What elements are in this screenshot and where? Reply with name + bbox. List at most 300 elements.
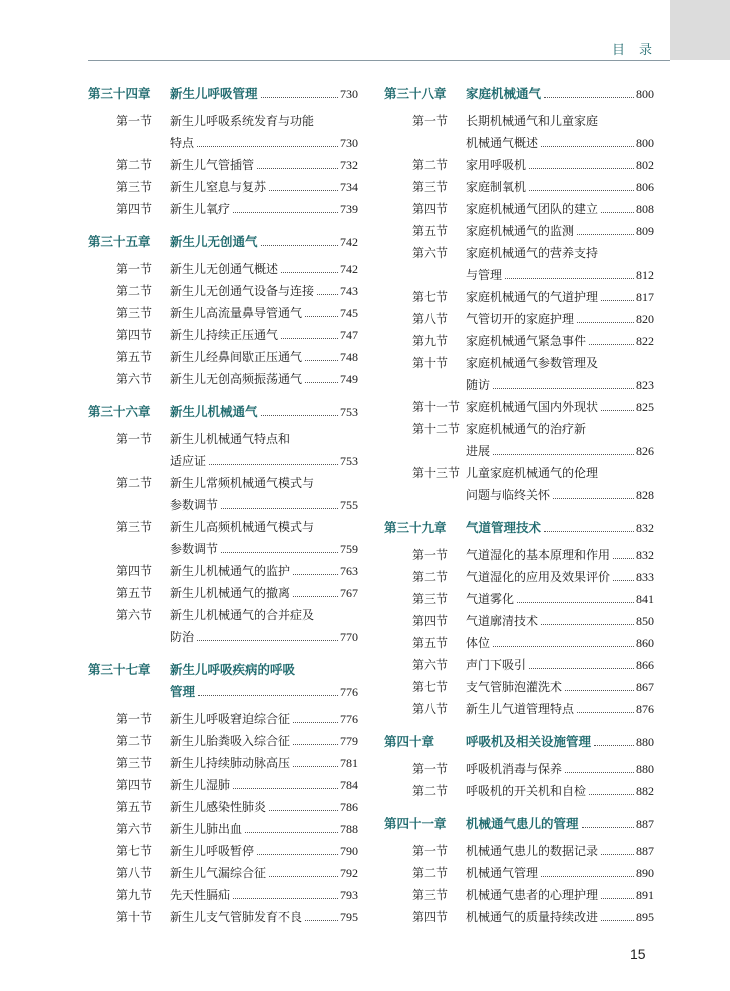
toc-section-entry	[384, 200, 654, 222]
section-number: 第十一节	[412, 400, 461, 414]
dot-leader	[257, 854, 338, 855]
toc-section-entry	[384, 332, 654, 354]
dot-leader	[529, 190, 634, 191]
section-title: 儿童家庭机械通气的伦理	[466, 466, 599, 480]
toc-section-line	[88, 798, 358, 820]
section-title: 与管理	[466, 268, 503, 282]
dot-leader	[577, 322, 634, 323]
section-number: 第十节	[412, 356, 449, 370]
toc-section-entry	[384, 156, 654, 178]
dot-leader	[601, 854, 634, 855]
section-title: 气道湿化的基本原理和作用	[466, 548, 611, 562]
dot-leader	[293, 596, 338, 597]
section-number: 第八节	[412, 702, 449, 716]
chapter-number: 第三十九章	[384, 520, 447, 535]
section-page: 895	[636, 910, 654, 924]
section-page: 825	[636, 400, 654, 414]
section-title: 新生儿呼吸窘迫综合征	[170, 712, 291, 726]
toc-section-line	[88, 156, 358, 178]
dot-leader	[541, 146, 634, 147]
section-title: 新生儿氧疗	[170, 202, 231, 216]
dot-leader	[233, 212, 338, 213]
dot-leader	[198, 695, 338, 696]
section-number: 第一节	[116, 712, 153, 726]
dot-leader	[293, 744, 338, 745]
section-number: 第四节	[412, 614, 449, 628]
toc-section-line	[384, 354, 654, 376]
toc-section-line	[384, 244, 654, 266]
chapter-page: 832	[636, 521, 654, 535]
chapter-number: 第三十四章	[88, 86, 151, 101]
section-number: 第三节	[116, 520, 153, 534]
section-number: 第四节	[116, 328, 153, 342]
toc-section-line	[384, 442, 654, 464]
toc-section-line	[384, 656, 654, 678]
section-title: 体位	[466, 636, 491, 650]
toc-section-entry	[88, 886, 358, 908]
toc-section-entry	[88, 348, 358, 370]
dot-leader	[594, 745, 634, 746]
toc-section-line	[88, 606, 358, 628]
chapter-number: 第三十七章	[88, 662, 151, 677]
page-number: 15	[630, 946, 646, 962]
section-title: 机械通气管理	[466, 866, 539, 880]
toc-section-line	[384, 134, 654, 156]
section-title: 新生儿高流量鼻导管通气	[170, 306, 303, 320]
section-number: 第八节	[116, 866, 153, 880]
section-number: 第二节	[116, 284, 153, 298]
toc-section-entry	[384, 760, 654, 782]
toc-section-line	[384, 782, 654, 804]
dot-leader	[305, 382, 338, 383]
section-number: 第六节	[116, 372, 153, 386]
section-page: 866	[636, 658, 654, 672]
toc-section-entry	[384, 886, 654, 908]
chapter-heading	[384, 84, 654, 106]
section-title: 新生儿胎粪吸入综合征	[170, 734, 291, 748]
section-page: 742	[340, 262, 358, 276]
section-number: 第二节	[412, 784, 449, 798]
toc-section-line	[384, 486, 654, 508]
section-title: 新生儿无创高频振荡通气	[170, 372, 303, 386]
section-number: 第六节	[412, 246, 449, 260]
toc-section-line	[384, 112, 654, 134]
dot-leader	[544, 531, 634, 532]
section-number: 第七节	[412, 680, 449, 694]
section-title: 新生儿湿肺	[170, 778, 231, 792]
section-number: 第三节	[412, 888, 449, 902]
section-number: 第三节	[412, 592, 449, 606]
chapter-title: 新生儿呼吸管理	[170, 86, 258, 101]
toc-section-entry	[88, 474, 358, 518]
section-page: 734	[340, 180, 358, 194]
toc-section-entry	[88, 776, 358, 798]
chapter-title: 家庭机械通气	[466, 86, 542, 101]
section-page: 850	[636, 614, 654, 628]
dot-leader	[529, 168, 634, 169]
section-number: 第五节	[116, 350, 153, 364]
chapter-title: 新生儿机械通气	[170, 404, 258, 419]
dot-leader	[582, 827, 634, 828]
toc-section-line	[384, 200, 654, 222]
section-title: 新生儿机械通气特点和	[170, 432, 291, 446]
section-page: 788	[340, 822, 358, 836]
section-title: 问题与临终关怀	[466, 488, 551, 502]
dot-leader	[305, 316, 338, 317]
dot-leader	[505, 278, 634, 279]
section-page: 770	[340, 630, 358, 644]
section-title: 家庭机械通气参数管理及	[466, 356, 599, 370]
section-page: 748	[340, 350, 358, 364]
section-page: 749	[340, 372, 358, 386]
section-number: 第三节	[116, 306, 153, 320]
toc-section-line	[88, 370, 358, 392]
chapter-title: 新生儿呼吸疾病的呼吸	[170, 662, 296, 677]
toc-section-line	[384, 678, 654, 700]
chapter-page: 776	[340, 685, 358, 699]
section-page: 802	[636, 158, 654, 172]
toc-section-line	[88, 732, 358, 754]
dot-leader	[613, 580, 634, 581]
toc-section-line	[384, 568, 654, 590]
dot-leader	[305, 920, 338, 921]
toc-section-entry	[88, 282, 358, 304]
section-title: 家庭机械通气国内外现状	[466, 400, 599, 414]
dot-leader	[541, 624, 634, 625]
section-page: 820	[636, 312, 654, 326]
section-title: 家庭制氧机	[466, 180, 527, 194]
section-title: 机械通气的质量持续改进	[466, 910, 599, 924]
dot-leader	[577, 712, 634, 713]
section-title: 新生儿持续肺动脉高压	[170, 756, 291, 770]
toc-section-entry	[88, 326, 358, 348]
chapter-title: 机械通气患儿的管理	[466, 816, 579, 831]
dot-leader	[589, 344, 634, 345]
section-page: 792	[340, 866, 358, 880]
toc-section-entry	[88, 260, 358, 282]
toc-section-line	[384, 156, 654, 178]
section-title: 新生儿经鼻间歇正压通气	[170, 350, 303, 364]
dot-leader	[544, 97, 634, 98]
section-title: 家用呼吸机	[466, 158, 527, 172]
toc-section-entry	[384, 700, 654, 722]
toc-section-entry	[88, 562, 358, 584]
section-number: 第一节	[412, 548, 449, 562]
page-header-title: 目录	[611, 43, 666, 58]
section-title: 新生儿高频机械通气模式与	[170, 520, 315, 534]
section-title: 声门下吸引	[466, 658, 527, 672]
dot-leader	[553, 498, 634, 499]
section-page: 890	[636, 866, 654, 880]
toc-section-entry	[384, 634, 654, 656]
toc-section-line	[384, 590, 654, 612]
dot-leader	[589, 794, 634, 795]
section-number: 第四节	[412, 910, 449, 924]
section-title: 特点	[170, 136, 195, 150]
toc-section-entry	[88, 156, 358, 178]
dot-leader	[541, 876, 634, 877]
section-title: 气管切开的家庭护理	[466, 312, 575, 326]
dot-leader	[317, 294, 338, 295]
section-title: 气道雾化	[466, 592, 515, 606]
section-page: 833	[636, 570, 654, 584]
section-page: 880	[636, 762, 654, 776]
section-title: 家庭机械通气的治疗新	[466, 422, 587, 436]
toc-section-line	[384, 398, 654, 420]
dot-leader	[245, 832, 338, 833]
toc-section-line	[88, 562, 358, 584]
section-number: 第六节	[116, 608, 153, 622]
section-number: 第二节	[116, 476, 153, 490]
section-title: 参数调节	[170, 498, 219, 512]
section-page: 832	[636, 548, 654, 562]
section-title: 新生儿呼吸暂停	[170, 844, 255, 858]
section-number: 第三节	[116, 756, 153, 770]
section-title: 新生儿支气管肺发育不良	[170, 910, 303, 924]
toc-section-line	[88, 452, 358, 474]
section-page: 739	[340, 202, 358, 216]
section-title: 气道湿化的应用及效果评价	[466, 570, 611, 584]
dot-leader	[281, 272, 338, 273]
dot-leader	[197, 146, 338, 147]
section-title: 家庭机械通气团队的建立	[466, 202, 599, 216]
toc-section-line	[88, 518, 358, 540]
chapter-page: 887	[636, 817, 654, 831]
toc-section-entry	[384, 464, 654, 508]
toc-section-line	[384, 420, 654, 442]
toc-section-entry	[384, 178, 654, 200]
dot-leader	[269, 876, 338, 877]
chapter-page: 880	[636, 735, 654, 749]
section-number: 第一节	[412, 844, 449, 858]
chapter-title: 新生儿无创通气	[170, 234, 258, 249]
section-title: 新生儿呼吸系统发育与功能	[170, 114, 315, 128]
toc-section-line	[88, 628, 358, 650]
toc-section-entry	[384, 222, 654, 244]
toc-section-entry	[384, 656, 654, 678]
section-title: 家庭机械通气的气道护理	[466, 290, 599, 304]
toc-section-entry	[384, 398, 654, 420]
chapter-number: 第四十一章	[384, 816, 447, 831]
dot-leader	[613, 558, 634, 559]
dot-leader	[269, 810, 338, 811]
chapter-heading	[384, 518, 654, 540]
section-page: 753	[340, 454, 358, 468]
section-page: 809	[636, 224, 654, 238]
chapter-page: 800	[636, 87, 654, 101]
section-page: 747	[340, 328, 358, 342]
section-title: 新生儿气道管理特点	[466, 702, 575, 716]
section-number: 第五节	[412, 224, 449, 238]
section-page: 745	[340, 306, 358, 320]
section-number: 第九节	[412, 334, 449, 348]
chapter-number: 第三十五章	[88, 234, 151, 249]
section-number: 第一节	[116, 432, 153, 446]
section-page: 812	[636, 268, 654, 282]
section-title: 进展	[466, 444, 491, 458]
chapter-heading	[88, 660, 358, 704]
section-number: 第八节	[412, 312, 449, 326]
dot-leader	[209, 464, 338, 465]
chapter-number: 第三十六章	[88, 404, 151, 419]
section-page: 887	[636, 844, 654, 858]
header-rule	[88, 60, 670, 61]
section-page: 781	[340, 756, 358, 770]
section-title: 支气管肺泡灌洗术	[466, 680, 563, 694]
section-title: 呼吸机消毒与保养	[466, 762, 563, 776]
section-page: 826	[636, 444, 654, 458]
section-number: 第四节	[116, 564, 153, 578]
dot-leader	[197, 640, 338, 641]
section-number: 第二节	[412, 866, 449, 880]
section-page: 763	[340, 564, 358, 578]
section-title: 新生儿感染性肺炎	[170, 800, 267, 814]
dot-leader	[565, 772, 634, 773]
section-title: 先天性膈疝	[170, 888, 231, 902]
toc-section-line	[384, 266, 654, 288]
toc-section-entry	[384, 782, 654, 804]
section-number: 第四节	[116, 778, 153, 792]
section-title: 气道廓清技术	[466, 614, 539, 628]
chapter-heading-line	[88, 660, 358, 682]
section-title: 随访	[466, 378, 491, 392]
toc-section-line	[88, 710, 358, 732]
dot-leader	[493, 454, 634, 455]
section-title: 新生儿气漏综合征	[170, 866, 267, 880]
toc-section-entry	[384, 112, 654, 156]
toc-section-entry	[88, 798, 358, 820]
toc-section-entry	[88, 820, 358, 842]
toc-section-line	[88, 754, 358, 776]
chapter-title-continued: 管理	[170, 684, 196, 699]
section-number: 第五节	[412, 636, 449, 650]
toc-section-entry	[88, 200, 358, 222]
toc-section-entry	[384, 864, 654, 886]
toc-section-line	[88, 864, 358, 886]
toc-section-line	[384, 178, 654, 200]
chapter-heading	[384, 814, 654, 836]
dot-leader	[257, 168, 338, 169]
section-number: 第二节	[116, 734, 153, 748]
toc-section-line	[88, 496, 358, 518]
section-page: 743	[340, 284, 358, 298]
toc-section-entry	[88, 518, 358, 562]
section-page: 786	[340, 800, 358, 814]
toc-section-line	[88, 908, 358, 930]
section-number: 第九节	[116, 888, 153, 902]
chapter-heading	[88, 402, 358, 424]
toc-section-entry	[384, 678, 654, 700]
toc-section-entry	[384, 354, 654, 398]
dot-leader	[221, 552, 338, 553]
toc-section-entry	[384, 612, 654, 634]
toc-section-line	[88, 820, 358, 842]
section-number: 第六节	[412, 658, 449, 672]
section-page: 800	[636, 136, 654, 150]
section-title: 新生儿持续正压通气	[170, 328, 279, 342]
dot-leader	[293, 722, 338, 723]
toc-section-line	[384, 376, 654, 398]
dot-leader	[261, 245, 338, 246]
dot-leader	[281, 338, 338, 339]
section-page: 817	[636, 290, 654, 304]
section-page: 867	[636, 680, 654, 694]
toc-section-entry	[88, 908, 358, 930]
toc-section-line	[384, 634, 654, 656]
toc-section-entry	[88, 178, 358, 200]
toc-section-entry	[88, 370, 358, 392]
dot-leader	[601, 410, 634, 411]
section-number: 第三节	[116, 180, 153, 194]
section-number: 第五节	[116, 586, 153, 600]
toc-section-line	[88, 200, 358, 222]
dot-leader	[601, 920, 634, 921]
toc-section-entry	[384, 842, 654, 864]
section-title: 机械通气患者的心理护理	[466, 888, 599, 902]
dot-leader	[517, 602, 634, 603]
toc-column-right	[384, 84, 654, 930]
chapter-page: 742	[340, 235, 358, 249]
dot-leader	[233, 898, 338, 899]
chapter-number: 第三十八章	[384, 86, 447, 101]
section-title: 机械通气患儿的数据记录	[466, 844, 599, 858]
dot-leader	[601, 898, 634, 899]
section-page: 755	[340, 498, 358, 512]
toc-section-entry	[88, 304, 358, 326]
section-title: 新生儿常频机械通气模式与	[170, 476, 315, 490]
toc-section-line	[88, 842, 358, 864]
section-title: 新生儿气管插管	[170, 158, 255, 172]
toc-column-left	[88, 84, 358, 930]
section-number: 第一节	[116, 114, 153, 128]
section-title: 长期机械通气和儿童家庭	[466, 114, 599, 128]
toc-section-line	[88, 282, 358, 304]
section-page: 779	[340, 734, 358, 748]
section-title: 参数调节	[170, 542, 219, 556]
dot-leader	[601, 300, 634, 301]
toc-section-line	[384, 310, 654, 332]
section-page: 808	[636, 202, 654, 216]
section-number: 第六节	[116, 822, 153, 836]
section-number: 第一节	[116, 262, 153, 276]
toc-section-entry	[88, 430, 358, 474]
toc-section-line	[88, 474, 358, 496]
section-title: 新生儿机械通气的合并症及	[170, 608, 315, 622]
section-page: 759	[340, 542, 358, 556]
toc-section-line	[384, 612, 654, 634]
toc-section-line	[88, 430, 358, 452]
toc-section-line	[88, 112, 358, 134]
dot-leader	[233, 788, 338, 789]
dot-leader	[261, 415, 338, 416]
chapter-heading-line	[88, 682, 358, 704]
toc-section-entry	[384, 420, 654, 464]
toc-section-entry	[384, 568, 654, 590]
toc-section-line	[384, 908, 654, 930]
section-number: 第三节	[412, 180, 449, 194]
chapter-heading	[88, 84, 358, 106]
chapter-page: 753	[340, 405, 358, 419]
dot-leader	[565, 690, 634, 691]
section-title: 家庭机械通气的营养支持	[466, 246, 599, 260]
section-number: 第十节	[116, 910, 153, 924]
section-title: 新生儿窒息与复苏	[170, 180, 267, 194]
chapter-number: 第四十章	[384, 734, 435, 749]
section-page: 822	[636, 334, 654, 348]
toc-section-line	[88, 348, 358, 370]
section-page: 776	[340, 712, 358, 726]
toc-section-line	[384, 700, 654, 722]
